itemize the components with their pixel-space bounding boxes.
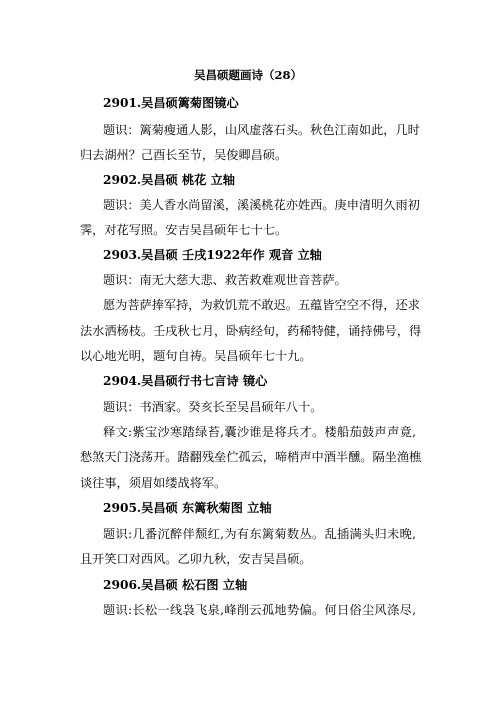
section-heading-2906: 2906.吴昌硕 松石图 立轴 bbox=[103, 578, 248, 592]
paragraph-line: 愿为菩萨捧军持，为救饥荒不敢迟。五蕴皆空空不得，还求 bbox=[103, 298, 420, 312]
paragraph-line: 释文:紫宝沙寒踏绿苔,囊沙谁是将兵才。楼船茄鼓声声竟, bbox=[103, 425, 416, 439]
paragraph-line: 题识：美人香水尚留溪，溪溪桃花亦姓西。庚申清明久雨初 bbox=[103, 198, 420, 212]
paragraph-line: 题识：书酒家。癸亥长至吴昌硕年八十。 bbox=[103, 400, 323, 414]
section-heading-2902: 2902.吴昌硕 桃花 立轴 bbox=[103, 173, 235, 187]
paragraph-line: 法水洒杨枝。壬戌秋七月，卧病经旬，药稀特健，诵持佛号，得 bbox=[80, 324, 422, 338]
document-title: 吴昌硕题画诗（28） bbox=[193, 68, 302, 82]
paragraph-line: 归去湖州？己酉长至节，吴俊卿昌硕。 bbox=[80, 148, 288, 162]
paragraph-line: 谈往事，须眉如缕战将军。 bbox=[80, 476, 227, 490]
paragraph-line: 题识：篱菊瘦通人影，山风虚落石头。秋色江南如此，几时 bbox=[103, 123, 420, 137]
section-heading-2904: 2904.吴昌硕行书七言诗 镜心 bbox=[103, 374, 268, 388]
paragraph-line: 以心地光明，题句自祷。吴昌硕年七十九。 bbox=[80, 349, 312, 363]
paragraph-line: 且开笑口对西风。乙卯九秋，安吉吴昌硕。 bbox=[80, 552, 312, 566]
section-heading-2903: 2903.吴昌硕 壬戌1922年作 观音 立轴 bbox=[103, 248, 322, 262]
section-heading-2905: 2905.吴昌硕 东篱秋菊图 立轴 bbox=[103, 501, 272, 515]
section-heading-2901: 2901.吴昌硕篱菊图镜心 bbox=[103, 96, 239, 110]
paragraph-line: 题识：南无大慈大悲、救苦救难观世音菩萨。 bbox=[103, 273, 347, 287]
paragraph-line: 霁，对花写照。安吉吴昌硕年七十七。 bbox=[80, 223, 288, 237]
paragraph-line: 题识:长松一线袅飞泉,峰削云孤地势偏。何日俗尘风涤尽, bbox=[103, 603, 416, 617]
paragraph-line: 愁煞天门浇荡开。踏翻残垒伫孤云，啼梢声中酒半醺。隔坐渔樵 bbox=[80, 450, 422, 464]
paragraph-line: 题识:几番沉醉伴颓红,为有东篱菊数丛。乱插满头归未晚, bbox=[103, 527, 416, 541]
